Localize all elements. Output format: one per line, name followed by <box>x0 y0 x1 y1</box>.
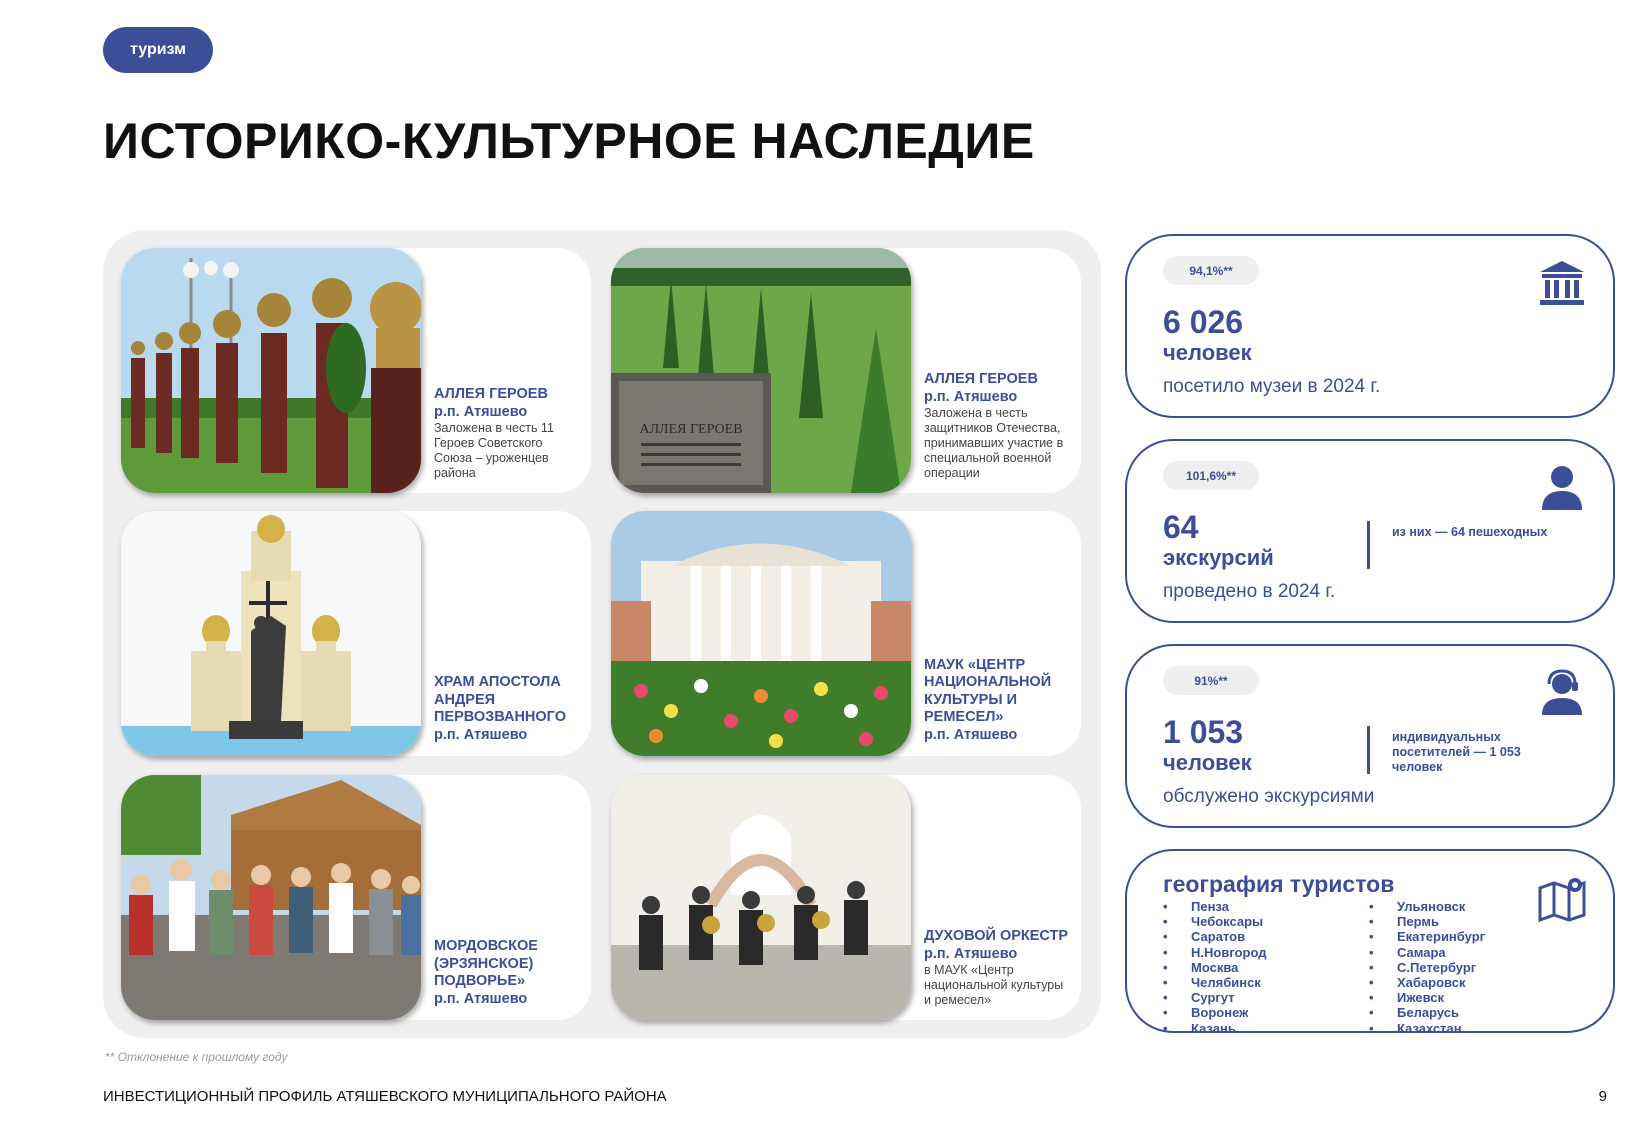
card-location: р.п. Атяшево <box>924 726 1018 743</box>
guide-headset-icon <box>1537 668 1587 718</box>
stat-served-visitors <box>1125 644 1615 828</box>
geography-item: • Казахстан <box>1369 1021 1485 1036</box>
card-caption <box>434 674 581 744</box>
museum-icon <box>1537 258 1587 308</box>
page-number: 9 <box>1598 1088 1607 1105</box>
geography-item: • Ижевск <box>1369 990 1485 1005</box>
card-location: р.п. Атяшево <box>434 990 528 1007</box>
card-alley-heroes-1 <box>121 248 591 493</box>
person-icon <box>1537 463 1587 513</box>
geography-item: • С.Петербург <box>1369 960 1485 975</box>
card-description: Заложена в честь 11 Героев Советского Союза – уроженцев района <box>434 421 554 480</box>
geography-item: • Самара <box>1369 945 1485 960</box>
card-caption <box>434 938 581 1008</box>
card-description: в МАУК «Центр национальной культуры и ремесел» <box>924 963 1064 1007</box>
divider <box>1367 521 1370 569</box>
tourist-geography <box>1125 849 1615 1036</box>
geography-list-left <box>1163 899 1266 1036</box>
card-title: АЛЛЕЯ ГЕРОЕВ <box>434 386 548 402</box>
geography-item: • Пермь <box>1369 914 1485 929</box>
deviation-badge: 94,1%** <box>1163 256 1259 285</box>
card-location: р.п. Атяшево <box>924 945 1018 962</box>
card-caption <box>924 657 1071 745</box>
card-title: ХРАМ АПОСТОЛА АНДРЕЯ ПЕРВОЗВАННОГО <box>434 674 566 725</box>
geography-item: • Чебоксары <box>1163 914 1266 929</box>
stat-museum-visitors <box>1125 234 1615 418</box>
geography-item: • Хабаровск <box>1369 975 1485 990</box>
stat-excursions <box>1125 439 1615 623</box>
geography-item: • Пенза <box>1163 899 1266 914</box>
photo-alley-busts <box>121 248 421 493</box>
section-tag: туризм <box>103 27 213 73</box>
geography-item: • Москва <box>1163 960 1266 975</box>
photo-brass-orchestra <box>611 775 911 1020</box>
deviation-badge: 91%** <box>1163 666 1259 695</box>
card-location: р.п. Атяшево <box>924 388 1018 405</box>
card-church <box>121 511 591 756</box>
stat-value: 64 <box>1163 509 1199 545</box>
divider <box>1367 726 1370 774</box>
footnote: ** Отклонение к прошлому году <box>105 1050 288 1064</box>
geography-title: география туристов <box>1163 871 1395 897</box>
stat-unit: человек <box>1163 750 1252 775</box>
geography-item: • Н.Новгород <box>1163 945 1266 960</box>
deviation-badge: 101,6%** <box>1163 461 1259 490</box>
card-description: Заложена в честь защитников Отечества, принимавших участие в специальной военной операции <box>924 406 1064 480</box>
stat-description: обслужено экскурсиями <box>1163 786 1375 807</box>
card-caption <box>924 928 1071 1008</box>
card-title: АЛЛЕЯ ГЕРОЕВ <box>924 371 1038 387</box>
stat-unit: экскурсий <box>1163 545 1274 570</box>
photo-mordovian-yard <box>121 775 421 1020</box>
card-culture-center <box>611 511 1081 756</box>
geography-item: • Челябинск <box>1163 975 1266 990</box>
footer-title: ИНВЕСТИЦИОННЫЙ ПРОФИЛЬ АТЯШЕВСКОГО МУНИЦИПАЛЬНОГО РАЙОНА <box>103 1088 667 1105</box>
page-title: ИСТОРИКО-КУЛЬТУРНОЕ НАСЛЕДИЕ <box>103 113 1035 169</box>
stat-description: посетило музеи в 2024 г. <box>1163 376 1381 397</box>
card-location: р.п. Атяшево <box>434 403 528 420</box>
stat-unit: человек <box>1163 340 1252 365</box>
stat-value: 1 053 <box>1163 714 1244 750</box>
card-brass-orchestra <box>611 775 1081 1020</box>
geography-item: • Ульяновск <box>1369 899 1485 914</box>
photo-alley-plaque <box>611 248 911 493</box>
map-icon <box>1537 873 1587 923</box>
geography-item: • Екатеринбург <box>1369 929 1485 944</box>
geography-item: • Беларусь <box>1369 1005 1485 1020</box>
card-title: МОРДОВСКОЕ (ЭРЗЯНСКОЕ) ПОДВОРЬЕ» <box>434 938 538 989</box>
stat-description: проведено в 2024 г. <box>1163 581 1336 602</box>
stat-side-note: индивидуальных посетителей — 1 053 человек <box>1392 730 1521 774</box>
card-alley-heroes-2 <box>611 248 1081 493</box>
photo-culture-center <box>611 511 911 756</box>
geography-item: • Воронеж <box>1163 1005 1266 1020</box>
geography-item: • Саратов <box>1163 929 1266 944</box>
geography-item: • Казань <box>1163 1021 1266 1036</box>
card-title: МАУК «ЦЕНТР НАЦИОНАЛЬНОЙ КУЛЬТУРЫ И РЕМЕСЕЛ» <box>924 656 1052 725</box>
geography-item: • Сургут <box>1163 990 1266 1005</box>
card-location: р.п. Атяшево <box>434 726 528 743</box>
card-caption <box>434 386 581 481</box>
stat-value: 6 026 <box>1163 304 1244 340</box>
card-caption <box>924 371 1071 481</box>
plaque-text: АЛЛЕЯ ГЕРОЕВ <box>639 422 743 437</box>
card-mordovian-yard <box>121 775 591 1020</box>
photo-church <box>121 511 421 756</box>
geography-list-right <box>1369 899 1485 1036</box>
photo-gallery <box>103 230 1101 1038</box>
card-title: ДУХОВОЙ ОРКЕСТР <box>924 928 1069 944</box>
stat-side-note: из них — 64 пешеходных <box>1392 525 1548 539</box>
